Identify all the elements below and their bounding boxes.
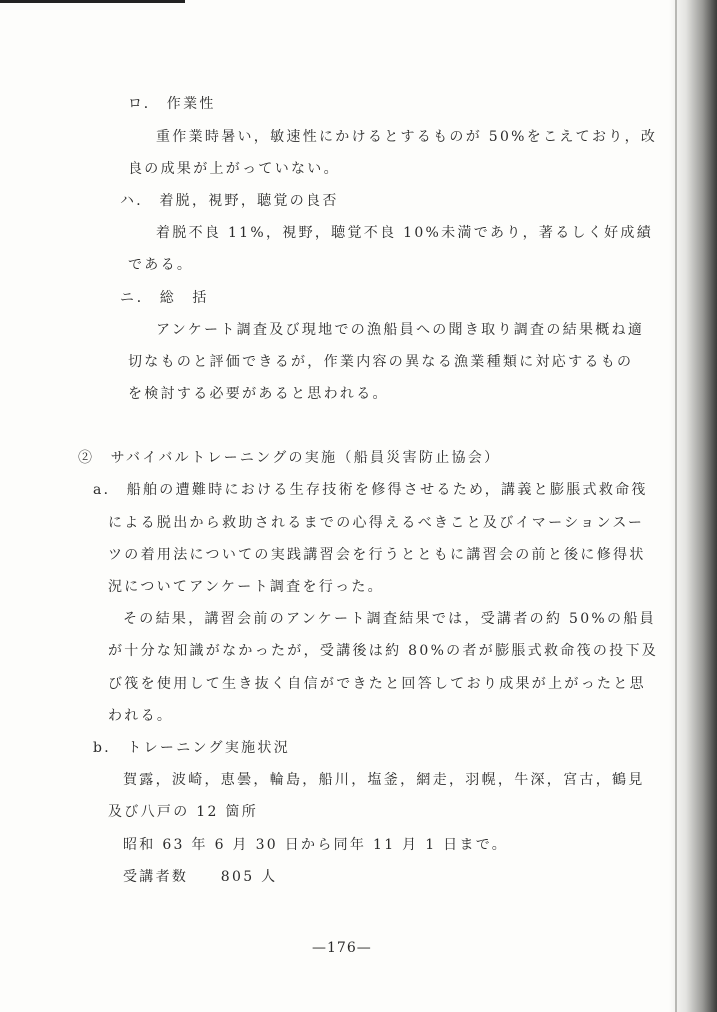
ports-list: 賀露，波崎，恵曇，輪島，船川，塩釜，網走，羽幌，牛深，宮古，鶴見: [123, 772, 645, 788]
item-ro-heading: ロ． 作業性: [128, 96, 216, 112]
item-b-heading: b． トレーニング実施状況: [93, 740, 291, 756]
text-line: 着脱不良 11%，視野，聴覚不良 10%未満であり，著るしく好成績: [156, 225, 654, 241]
section-2-heading: ② サバイバルトレーニングの実施（船員災害防止協会）: [78, 450, 501, 466]
item-ni-heading: ニ． 総 括: [120, 290, 209, 306]
text-line: による脱出から救助されるまでの心得えるべきこと及びイマーションスー: [108, 515, 645, 531]
text-line: び筏を使用して生き抜く自信ができたと回答しており成果が上がったと思: [108, 676, 646, 692]
item-ha-heading: ハ． 着脱，視野，聴覚の良否: [120, 193, 339, 209]
text-line: が十分な知識がなかったが，受講後は約 80%の者が膨脹式救命筏の投下及: [108, 643, 659, 659]
text-line: 良の成果が上がっていない。: [128, 161, 340, 177]
page-number: —176—: [312, 940, 372, 956]
text-line: ツの着用法についての実践講習会を行うとともに講習会の前と後に修得状: [108, 547, 646, 563]
binding-edge: [675, 0, 677, 1012]
text-line: アンケート調査及び現地での漁船員への聞き取り調査の結果概ね適: [156, 322, 645, 338]
date-range: 昭和 63 年 6 月 30 日から同年 11 月 1 日まで。: [123, 837, 509, 853]
attendee-count: 受講者数 805 人: [123, 869, 278, 885]
top-rule: [0, 0, 185, 3]
text-line: 況についてアンケート調査を行った。: [108, 579, 384, 595]
text-line: その結果，講習会前のアンケート調査結果では，受講者の約 50%の船員: [123, 611, 656, 627]
text-line: である。: [128, 257, 194, 273]
text-line: 及び八戸の 12 箇所: [108, 804, 259, 820]
text-line: われる。: [108, 708, 174, 724]
item-a-line: a． 船舶の遭難時における生存技術を修得させるため，講義と膨脹式救命筏: [93, 482, 648, 498]
text-line: を検討する必要があると思われる。: [128, 386, 389, 402]
text-line: 重作業時暑い，敏速性にかけるとするものが 50%をこえており，改: [156, 129, 658, 145]
text-line: 切なものと評価できるが，作業内容の異なる漁業種類に対応するもの: [128, 354, 634, 370]
